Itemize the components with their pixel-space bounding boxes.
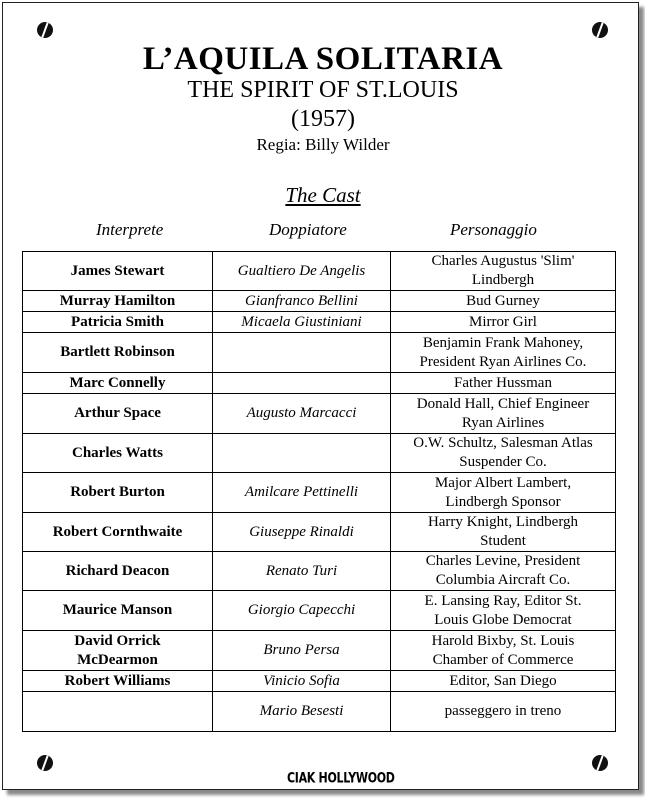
table-row: [23, 473, 616, 513]
column-header-role: Personaggio: [450, 220, 537, 239]
character-cell: [391, 473, 616, 513]
table-row: [23, 513, 616, 552]
voice-actor-cell: Mario Besesti: [213, 692, 391, 732]
cast-heading: The Cast: [285, 183, 361, 207]
voice-actor-cell: Giorgio Capecchi: [213, 591, 391, 631]
voice-actor-cell: Amilcare Pettinelli: [213, 473, 391, 513]
character-cell: [391, 373, 616, 394]
voice-actor-cell: Micaela Giustiniani: [213, 312, 391, 333]
screw-icon: [592, 755, 608, 771]
actor-cell: Marc Connelly: [23, 373, 213, 394]
screw-icon: [592, 22, 608, 38]
character-cell-line: Lindbergh Sponsor: [445, 493, 561, 510]
screw-icon: [37, 755, 53, 771]
actor-cell: Arthur Space: [23, 394, 213, 434]
actor-cell: [23, 631, 213, 671]
character-cell: [391, 434, 616, 473]
character-cell: [391, 333, 616, 373]
character-cell-line: O.W. Schultz, Salesman Atlas: [413, 435, 593, 451]
actor-cell: Richard Deacon: [23, 552, 213, 591]
page-subtitle: THE SPIRIT OF ST.LOUIS: [187, 77, 459, 103]
voice-actor-cell: [213, 333, 391, 373]
voice-actor-cell: [213, 434, 391, 473]
plaque: [2, 2, 639, 790]
character-cell-line: Harry Knight, Lindbergh: [427, 514, 579, 530]
table-row: [23, 692, 616, 732]
actor-cell: Patricia Smith: [23, 312, 213, 333]
table-row: [23, 291, 616, 312]
character-cell-line: Chamber of Commerce: [432, 651, 574, 668]
actor-cell: Murray Hamilton: [23, 291, 213, 312]
voice-actor-cell: Giuseppe Rinaldi: [213, 513, 391, 552]
column-header-actor: Interprete: [96, 220, 164, 239]
character-cell-line: E. Lansing Ray, Editor St.: [424, 592, 582, 609]
character-cell-line: Ryan Airlines: [461, 414, 545, 431]
character-cell-line: Suspender Co.: [459, 454, 547, 470]
actor-cell: Robert Burton: [23, 473, 213, 513]
voice-actor-cell: Renato Turi: [213, 552, 391, 591]
table-row: [23, 434, 616, 473]
actor-cell: Bartlett Robinson: [23, 333, 213, 373]
character-cell-line: Benjamin Frank Mahoney,: [422, 334, 584, 351]
page-title: L’AQUILA SOLITARIA: [142, 41, 504, 77]
release-year: (1957): [291, 106, 355, 132]
character-cell: [391, 671, 616, 692]
actor-cell: Charles Watts: [23, 434, 213, 473]
voice-actor-cell: Vinicio Sofia: [213, 671, 391, 692]
character-cell-line: Editor, San Diego: [449, 672, 557, 689]
character-cell: [391, 692, 616, 732]
voice-actor-cell: Augusto Marcacci: [213, 394, 391, 434]
character-cell-line: Donald Hall, Chief Engineer: [416, 395, 590, 412]
table-row: [23, 373, 616, 394]
actor-cell: Maurice Manson: [23, 591, 213, 631]
character-cell-line: Columbia Aircraft Co.: [435, 572, 571, 588]
character-cell-line: Major Albert Lambert,: [434, 474, 572, 491]
character-cell-line: Mirror Girl: [469, 313, 537, 330]
character-cell: [391, 312, 616, 333]
character-cell: [391, 291, 616, 312]
character-cell-line: Charles Augustus 'Slim': [431, 253, 575, 269]
cast-table: [22, 251, 616, 732]
actor-cell: Robert Cornthwaite: [23, 513, 213, 552]
director-credit: Regia: Billy Wilder: [256, 135, 390, 154]
voice-actor-cell: Gualtiero De Angelis: [213, 252, 391, 291]
voice-actor-cell: Gianfranco Bellini: [213, 291, 391, 312]
voice-actor-cell: Bruno Persa: [213, 631, 391, 671]
character-cell-line: Student: [480, 533, 526, 549]
character-cell: [391, 552, 616, 591]
table-row: [23, 252, 616, 291]
character-cell-line: Harold Bixby, St. Louis: [431, 632, 575, 649]
actor-cell: [23, 692, 213, 732]
character-cell: [391, 591, 616, 631]
character-cell-line: President Ryan Airlines Co.: [419, 353, 587, 370]
table-row: [23, 671, 616, 692]
character-cell-line: Louis Globe Democrat: [434, 611, 572, 628]
actor-cell: Robert Williams: [23, 671, 213, 692]
actor-cell-line: David Orrick: [74, 632, 161, 649]
character-cell-line: Charles Levine, President: [425, 553, 581, 569]
character-cell: [391, 252, 616, 291]
table-row: [23, 631, 616, 671]
character-cell-line: passeggero in treno: [444, 703, 562, 719]
actor-cell: James Stewart: [23, 252, 213, 291]
character-cell: [391, 394, 616, 434]
table-row: [23, 394, 616, 434]
ciak-hollywood-logo: CIAK HOLLYWOOD: [287, 770, 395, 787]
table-row: [23, 552, 616, 591]
column-header-voice: Doppiatore: [269, 220, 347, 239]
character-cell-line: Lindbergh: [471, 272, 535, 288]
character-cell: [391, 631, 616, 671]
character-cell: [391, 513, 616, 552]
actor-cell-line: McDearmon: [77, 651, 158, 668]
table-row: [23, 312, 616, 333]
character-cell-line: Father Hussman: [454, 374, 552, 391]
character-cell-line: Bud Gurney: [466, 292, 540, 309]
voice-actor-cell: [213, 373, 391, 394]
table-row: [23, 591, 616, 631]
screw-icon: [37, 22, 53, 38]
table-row: [23, 333, 616, 373]
